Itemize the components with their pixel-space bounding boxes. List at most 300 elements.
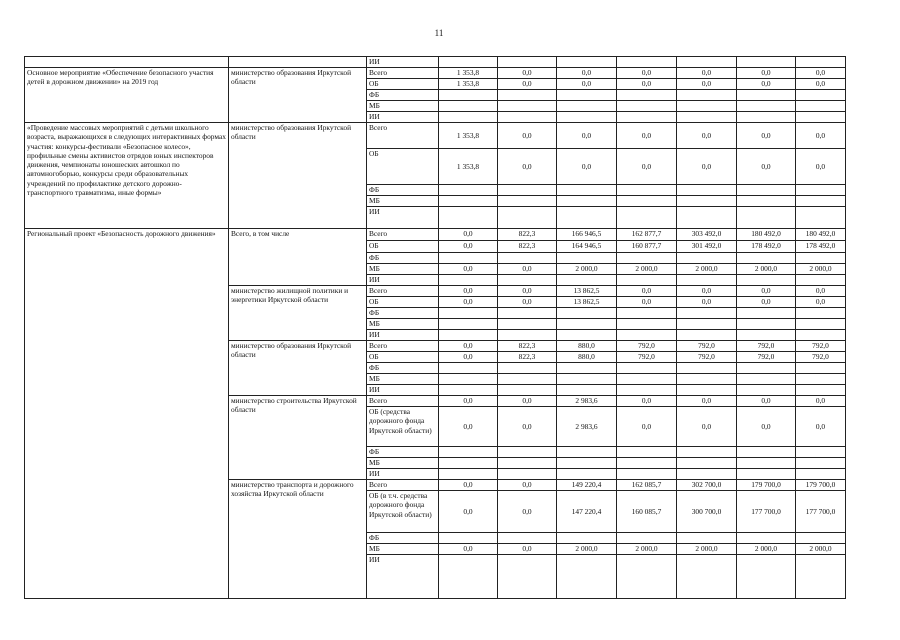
source-cell: ИИ (367, 112, 439, 123)
program-cell: «Проведение массовых мероприятий с детьми школьного возраста, выражающихся в следующих интерактивных формах участия: конкурсы-фестивали «Безопасное колесо», профильные смены активистов отрядов юных инспекторов движения, чемпионаты юношеских автошкол по автомногоборью, конкурсы среди образовательных учреждений по профилактике детского дорожно-транспортного травматизма, иные формы» (25, 123, 229, 229)
value-cell (737, 185, 796, 196)
source-cell: Всего (367, 123, 439, 149)
value-cell (677, 90, 737, 101)
value-cell (439, 57, 498, 68)
value-cell (737, 458, 796, 469)
value-cell (557, 57, 617, 68)
value-cell (677, 319, 737, 330)
value-cell (439, 196, 498, 207)
value-cell (439, 447, 498, 458)
value-cell: 0,0 (557, 79, 617, 90)
value-cell (557, 330, 617, 341)
value-cell: 1 353,8 (439, 68, 498, 79)
value-cell: 0,0 (737, 149, 796, 185)
value-cell (677, 555, 737, 599)
source-cell: ИИ (367, 555, 439, 599)
program-cell: Региональный проект «Безопасность дорожного движения» (25, 229, 229, 599)
source-cell: ИИ (367, 385, 439, 396)
value-cell: 0,0 (677, 149, 737, 185)
value-cell (796, 533, 846, 544)
table-row (25, 68, 846, 79)
page-number: 11 (434, 28, 444, 38)
value-cell: 792,0 (737, 341, 796, 352)
value-cell: 792,0 (617, 352, 677, 363)
value-cell (737, 196, 796, 207)
value-cell: 792,0 (796, 341, 846, 352)
value-cell (557, 555, 617, 599)
value-cell (737, 275, 796, 286)
value-cell: 0,0 (737, 68, 796, 79)
source-cell: ИИ (367, 207, 439, 229)
value-cell: 0,0 (737, 123, 796, 149)
source-cell: ИИ (367, 330, 439, 341)
table-row (25, 229, 846, 241)
value-cell (617, 363, 677, 374)
value-cell (617, 533, 677, 544)
value-cell (439, 90, 498, 101)
value-cell: 0,0 (439, 480, 498, 491)
value-cell: 149 220,4 (557, 480, 617, 491)
value-cell: 1 353,8 (439, 123, 498, 149)
program-cell (25, 57, 229, 68)
source-cell: ОБ (367, 352, 439, 363)
value-cell (677, 207, 737, 229)
value-cell: 792,0 (617, 341, 677, 352)
value-cell: 160 085,7 (617, 491, 677, 533)
value-cell: 0,0 (796, 149, 846, 185)
value-cell (498, 363, 557, 374)
value-cell (796, 253, 846, 264)
value-cell (498, 533, 557, 544)
source-cell: МБ (367, 544, 439, 555)
value-cell: 0,0 (737, 286, 796, 297)
value-cell (796, 555, 846, 599)
value-cell: 0,0 (617, 286, 677, 297)
value-cell (796, 385, 846, 396)
value-cell: 0,0 (617, 407, 677, 447)
value-cell: 792,0 (796, 352, 846, 363)
value-cell (796, 101, 846, 112)
value-cell (617, 207, 677, 229)
value-cell (677, 363, 737, 374)
value-cell (796, 330, 846, 341)
value-cell (498, 101, 557, 112)
value-cell: 0,0 (439, 544, 498, 555)
value-cell (439, 185, 498, 196)
value-cell: 0,0 (439, 297, 498, 308)
value-cell: 0,0 (737, 79, 796, 90)
executor-cell: министерство образования Иркутской области (229, 341, 367, 396)
value-cell (557, 319, 617, 330)
value-cell: 0,0 (439, 407, 498, 447)
value-cell (557, 101, 617, 112)
value-cell (617, 57, 677, 68)
source-cell: ОБ (средства дорожного фонда Иркутской области) (367, 407, 439, 447)
value-cell: 300 700,0 (677, 491, 737, 533)
value-cell: 0,0 (796, 68, 846, 79)
value-cell (737, 112, 796, 123)
value-cell: 162 085,7 (617, 480, 677, 491)
value-cell (498, 196, 557, 207)
value-cell (677, 308, 737, 319)
value-cell: 0,0 (439, 264, 498, 275)
source-cell: ФБ (367, 308, 439, 319)
value-cell: 0,0 (796, 123, 846, 149)
source-cell: ФБ (367, 533, 439, 544)
value-cell: 0,0 (557, 149, 617, 185)
value-cell (677, 275, 737, 286)
value-cell: 180 492,0 (796, 229, 846, 241)
value-cell (557, 207, 617, 229)
source-cell: ОБ (367, 79, 439, 90)
value-cell: 822,3 (498, 341, 557, 352)
value-cell: 160 877,7 (617, 241, 677, 253)
source-cell: ИИ (367, 57, 439, 68)
value-cell (737, 555, 796, 599)
source-cell: Всего (367, 341, 439, 352)
value-cell: 822,3 (498, 229, 557, 241)
value-cell: 0,0 (617, 68, 677, 79)
value-cell: 2 000,0 (677, 544, 737, 555)
value-cell (617, 90, 677, 101)
value-cell (557, 447, 617, 458)
value-cell: 0,0 (439, 341, 498, 352)
value-cell (796, 469, 846, 480)
executor-cell: Всего, в том числе (229, 229, 367, 286)
value-cell (498, 374, 557, 385)
value-cell (677, 185, 737, 196)
table-row (25, 57, 846, 68)
value-cell (557, 469, 617, 480)
source-cell: Всего (367, 396, 439, 407)
value-cell: 179 700,0 (737, 480, 796, 491)
value-cell (617, 196, 677, 207)
source-cell: МБ (367, 458, 439, 469)
value-cell: 0,0 (677, 407, 737, 447)
source-cell: Всего (367, 229, 439, 241)
value-cell: 0,0 (617, 149, 677, 185)
value-cell: 0,0 (498, 396, 557, 407)
source-cell: ОБ (367, 149, 439, 185)
value-cell (737, 533, 796, 544)
value-cell: 2 000,0 (557, 264, 617, 275)
value-cell: 178 492,0 (796, 241, 846, 253)
value-cell: 0,0 (498, 544, 557, 555)
value-cell: 0,0 (439, 396, 498, 407)
value-cell: 0,0 (439, 286, 498, 297)
value-cell (557, 90, 617, 101)
executor-cell (229, 57, 367, 68)
program-cell: Основное мероприятие «Обеспечение безопасного участия детей в дорожном движении» на 2019 год (25, 68, 229, 123)
value-cell: 0,0 (677, 286, 737, 297)
value-cell (439, 363, 498, 374)
value-cell (796, 374, 846, 385)
value-cell: 0,0 (796, 396, 846, 407)
value-cell: 0,0 (498, 123, 557, 149)
value-cell: 2 000,0 (737, 544, 796, 555)
value-cell (737, 447, 796, 458)
source-cell: ОБ (367, 297, 439, 308)
value-cell (557, 196, 617, 207)
table-row (25, 123, 846, 149)
value-cell (617, 458, 677, 469)
value-cell (557, 363, 617, 374)
value-cell (498, 469, 557, 480)
value-cell: 2 000,0 (617, 544, 677, 555)
value-cell (796, 207, 846, 229)
value-cell (617, 185, 677, 196)
value-cell: 880,0 (557, 352, 617, 363)
value-cell (557, 112, 617, 123)
source-cell: Всего (367, 480, 439, 491)
value-cell (439, 275, 498, 286)
value-cell (677, 533, 737, 544)
value-cell (796, 196, 846, 207)
value-cell (617, 275, 677, 286)
value-cell (737, 101, 796, 112)
value-cell: 164 946,5 (557, 241, 617, 253)
value-cell (439, 308, 498, 319)
value-cell (677, 101, 737, 112)
value-cell (677, 112, 737, 123)
value-cell: 180 492,0 (737, 229, 796, 241)
value-cell: 2 983,6 (557, 396, 617, 407)
value-cell (439, 207, 498, 229)
value-cell: 0,0 (796, 286, 846, 297)
value-cell (796, 447, 846, 458)
value-cell (677, 196, 737, 207)
value-cell (498, 319, 557, 330)
value-cell: 2 983,6 (557, 407, 617, 447)
value-cell: 0,0 (498, 286, 557, 297)
value-cell: 0,0 (737, 407, 796, 447)
source-cell: ФБ (367, 185, 439, 196)
value-cell: 2 000,0 (557, 544, 617, 555)
value-cell: 178 492,0 (737, 241, 796, 253)
value-cell: 0,0 (737, 396, 796, 407)
source-cell: ОБ (в т.ч. средства дорожного фонда Иркутской области) (367, 491, 439, 533)
value-cell (617, 253, 677, 264)
value-cell: 792,0 (677, 352, 737, 363)
value-cell (439, 112, 498, 123)
value-cell: 302 700,0 (677, 480, 737, 491)
value-cell: 13 862,5 (557, 286, 617, 297)
value-cell (737, 385, 796, 396)
value-cell (498, 555, 557, 599)
executor-cell: министерство транспорта и дорожного хозяйства Иркутской области (229, 480, 367, 599)
source-cell: Всего (367, 286, 439, 297)
value-cell (617, 447, 677, 458)
value-cell: 179 700,0 (796, 480, 846, 491)
value-cell (498, 330, 557, 341)
value-cell: 2 000,0 (737, 264, 796, 275)
value-cell (796, 319, 846, 330)
value-cell (737, 308, 796, 319)
value-cell (439, 458, 498, 469)
source-cell: ИИ (367, 469, 439, 480)
source-cell: ФБ (367, 363, 439, 374)
value-cell: 0,0 (498, 68, 557, 79)
value-cell (617, 555, 677, 599)
value-cell: 0,0 (617, 396, 677, 407)
source-cell: МБ (367, 374, 439, 385)
value-cell (796, 363, 846, 374)
value-cell: 1 353,8 (439, 149, 498, 185)
value-cell: 0,0 (677, 396, 737, 407)
source-cell: ОБ (367, 241, 439, 253)
source-cell: МБ (367, 264, 439, 275)
source-cell: ИИ (367, 275, 439, 286)
source-cell: Всего (367, 68, 439, 79)
value-cell (439, 385, 498, 396)
value-cell: 301 492,0 (677, 241, 737, 253)
value-cell: 822,3 (498, 241, 557, 253)
value-cell: 0,0 (737, 297, 796, 308)
value-cell: 177 700,0 (796, 491, 846, 533)
value-cell: 0,0 (498, 149, 557, 185)
value-cell (498, 207, 557, 229)
value-cell (439, 330, 498, 341)
value-cell (439, 319, 498, 330)
value-cell (677, 447, 737, 458)
value-cell (737, 90, 796, 101)
value-cell (439, 533, 498, 544)
value-cell (796, 275, 846, 286)
value-cell (737, 319, 796, 330)
value-cell (498, 447, 557, 458)
value-cell: 0,0 (498, 297, 557, 308)
value-cell (677, 330, 737, 341)
value-cell (557, 253, 617, 264)
value-cell (737, 374, 796, 385)
value-cell (439, 469, 498, 480)
value-cell: 2 000,0 (796, 544, 846, 555)
value-cell (439, 555, 498, 599)
value-cell: 0,0 (498, 480, 557, 491)
value-cell: 177 700,0 (737, 491, 796, 533)
value-cell (677, 253, 737, 264)
value-cell (677, 385, 737, 396)
value-cell: 0,0 (498, 491, 557, 533)
value-cell: 880,0 (557, 341, 617, 352)
value-cell (796, 458, 846, 469)
source-cell: ФБ (367, 447, 439, 458)
value-cell (498, 385, 557, 396)
value-cell (737, 469, 796, 480)
value-cell (557, 533, 617, 544)
value-cell: 0,0 (796, 407, 846, 447)
value-cell (617, 112, 677, 123)
value-cell (439, 101, 498, 112)
value-cell (498, 90, 557, 101)
source-cell: МБ (367, 101, 439, 112)
value-cell: 0,0 (439, 229, 498, 241)
source-cell: ФБ (367, 90, 439, 101)
value-cell (617, 385, 677, 396)
value-cell (617, 319, 677, 330)
value-cell: 0,0 (617, 79, 677, 90)
value-cell (557, 185, 617, 196)
value-cell: 0,0 (498, 79, 557, 90)
value-cell: 303 492,0 (677, 229, 737, 241)
value-cell (498, 185, 557, 196)
executor-cell: министерство жилищной политики и энергетики Иркутской области (229, 286, 367, 341)
source-cell: МБ (367, 319, 439, 330)
value-cell: 0,0 (617, 123, 677, 149)
value-cell (677, 469, 737, 480)
value-cell: 0,0 (439, 241, 498, 253)
value-cell (796, 57, 846, 68)
value-cell (498, 275, 557, 286)
value-cell: 2 000,0 (677, 264, 737, 275)
source-cell: ФБ (367, 253, 439, 264)
value-cell: 0,0 (557, 123, 617, 149)
value-cell: 792,0 (677, 341, 737, 352)
value-cell (557, 308, 617, 319)
value-cell: 0,0 (557, 68, 617, 79)
value-cell: 0,0 (677, 68, 737, 79)
value-cell: 0,0 (498, 264, 557, 275)
value-cell (557, 458, 617, 469)
value-cell: 0,0 (677, 297, 737, 308)
executor-cell: министерство образования Иркутской области (229, 68, 367, 123)
value-cell: 0,0 (796, 79, 846, 90)
value-cell (796, 90, 846, 101)
executor-cell: министерство строительства Иркутской области (229, 396, 367, 480)
value-cell: 1 353,8 (439, 79, 498, 90)
value-cell (737, 330, 796, 341)
value-cell (677, 374, 737, 385)
value-cell: 2 000,0 (796, 264, 846, 275)
value-cell (737, 363, 796, 374)
value-cell (557, 275, 617, 286)
value-cell (557, 374, 617, 385)
value-cell: 0,0 (439, 352, 498, 363)
value-cell (498, 57, 557, 68)
source-cell: МБ (367, 196, 439, 207)
value-cell (557, 385, 617, 396)
value-cell (617, 330, 677, 341)
value-cell (796, 185, 846, 196)
value-cell (737, 207, 796, 229)
value-cell: 0,0 (677, 79, 737, 90)
value-cell: 13 862,5 (557, 297, 617, 308)
value-cell: 162 877,7 (617, 229, 677, 241)
value-cell (617, 101, 677, 112)
value-cell (439, 253, 498, 264)
value-cell (737, 253, 796, 264)
value-cell: 822,3 (498, 352, 557, 363)
value-cell (498, 458, 557, 469)
value-cell: 0,0 (677, 123, 737, 149)
budget-table (24, 56, 846, 599)
value-cell: 166 946,5 (557, 229, 617, 241)
value-cell: 2 000,0 (617, 264, 677, 275)
value-cell (677, 458, 737, 469)
value-cell: 0,0 (498, 407, 557, 447)
value-cell (498, 308, 557, 319)
value-cell: 0,0 (796, 297, 846, 308)
value-cell: 0,0 (439, 491, 498, 533)
value-cell: 0,0 (617, 297, 677, 308)
value-cell (617, 374, 677, 385)
value-cell (617, 469, 677, 480)
executor-cell: министерство образования Иркутской области (229, 123, 367, 229)
value-cell (796, 308, 846, 319)
value-cell (796, 112, 846, 123)
value-cell (498, 253, 557, 264)
value-cell (498, 112, 557, 123)
